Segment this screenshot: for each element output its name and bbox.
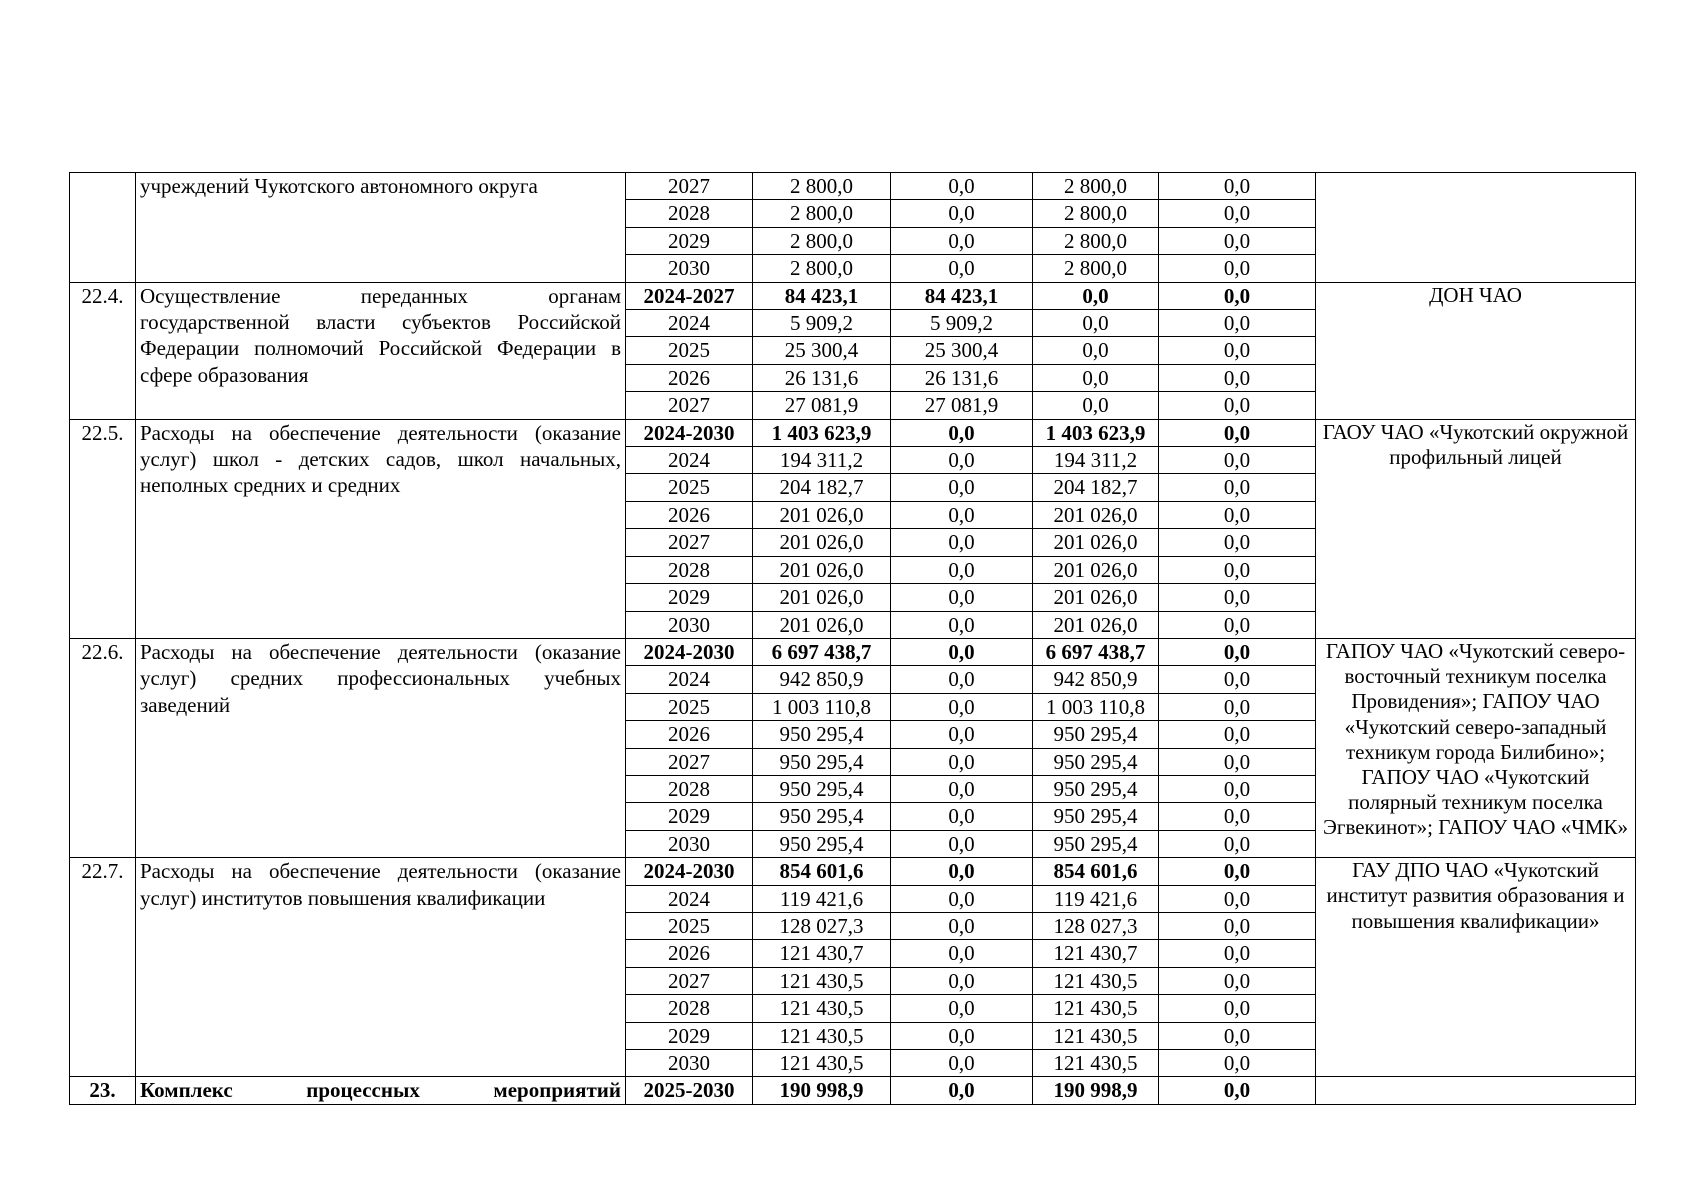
other-cell: 0,0 [1159, 227, 1316, 254]
total-cell: 950 295,4 [753, 748, 891, 775]
regional-cell: 121 430,7 [1033, 940, 1159, 967]
year-cell: 2030 [626, 830, 753, 857]
federal-cell: 0,0 [891, 748, 1033, 775]
total-cell: 121 430,5 [753, 1050, 891, 1077]
regional-cell: 950 295,4 [1033, 775, 1159, 802]
total-cell: 1 403 623,9 [753, 419, 891, 446]
total-cell: 2 800,0 [753, 200, 891, 227]
item-name: Осуществление переданных органам государственной власти субъектов Российской Федерации полномочий Российской Федерации в сфере образования [136, 282, 626, 419]
federal-cell: 0,0 [891, 1022, 1033, 1049]
regional-cell: 950 295,4 [1033, 830, 1159, 857]
regional-cell: 0,0 [1033, 282, 1159, 309]
executor-cell: ДОН ЧАО [1316, 282, 1636, 419]
year-cell: 2026 [626, 364, 753, 391]
total-cell: 194 311,2 [753, 447, 891, 474]
year-cell: 2030 [626, 255, 753, 282]
item-number: 22.7. [70, 858, 136, 1077]
federal-cell: 0,0 [891, 858, 1033, 885]
total-cell: 121 430,5 [753, 1022, 891, 1049]
regional-cell: 201 026,0 [1033, 611, 1159, 638]
other-cell: 0,0 [1159, 967, 1316, 994]
total-cell: 201 026,0 [753, 611, 891, 638]
executor-cell: ГАПОУ ЧАО «Чукотский северо-восточный техникум поселка Провидения»; ГАПОУ ЧАО «Чукотский северо-западный техникум города Билибино»; ГАПОУ ЧАО «Чукотский полярный техникум поселка Эгвекинот»; ГАПОУ ЧАО «ЧМК» [1316, 638, 1636, 857]
total-cell: 26 131,6 [753, 364, 891, 391]
year-cell: 2026 [626, 501, 753, 528]
regional-cell: 0,0 [1033, 310, 1159, 337]
other-cell: 0,0 [1159, 173, 1316, 200]
federal-cell: 0,0 [891, 995, 1033, 1022]
regional-cell: 201 026,0 [1033, 529, 1159, 556]
other-cell: 0,0 [1159, 912, 1316, 939]
table-row [70, 173, 1636, 200]
year-cell: 2027 [626, 392, 753, 419]
table-row [70, 419, 1636, 446]
year-cell: 2024-2030 [626, 858, 753, 885]
table-body [70, 173, 1636, 1105]
other-cell: 0,0 [1159, 447, 1316, 474]
year-cell: 2027 [626, 173, 753, 200]
regional-cell: 0,0 [1033, 337, 1159, 364]
other-cell: 0,0 [1159, 803, 1316, 830]
federal-cell: 0,0 [891, 885, 1033, 912]
total-cell: 201 026,0 [753, 556, 891, 583]
federal-cell: 0,0 [891, 501, 1033, 528]
federal-cell: 0,0 [891, 255, 1033, 282]
other-cell: 0,0 [1159, 638, 1316, 665]
year-cell: 2025 [626, 337, 753, 364]
other-cell: 0,0 [1159, 693, 1316, 720]
regional-cell: 190 998,9 [1033, 1077, 1159, 1104]
item-name: учреждений Чукотского автономного округа [136, 173, 626, 283]
total-cell: 950 295,4 [753, 803, 891, 830]
federal-cell: 84 423,1 [891, 282, 1033, 309]
total-cell: 201 026,0 [753, 501, 891, 528]
total-cell: 942 850,9 [753, 666, 891, 693]
total-cell: 950 295,4 [753, 775, 891, 802]
federal-cell: 0,0 [891, 830, 1033, 857]
year-cell: 2027 [626, 748, 753, 775]
year-cell: 2024 [626, 885, 753, 912]
item-number: 22.4. [70, 282, 136, 419]
total-cell: 27 081,9 [753, 392, 891, 419]
federal-cell: 0,0 [891, 173, 1033, 200]
federal-cell: 0,0 [891, 1077, 1033, 1104]
other-cell: 0,0 [1159, 364, 1316, 391]
item-number: 23. [70, 1077, 136, 1104]
total-cell: 121 430,5 [753, 967, 891, 994]
regional-cell: 121 430,5 [1033, 995, 1159, 1022]
year-cell: 2027 [626, 967, 753, 994]
federal-cell: 27 081,9 [891, 392, 1033, 419]
total-cell: 1 003 110,8 [753, 693, 891, 720]
regional-cell: 2 800,0 [1033, 200, 1159, 227]
other-cell: 0,0 [1159, 529, 1316, 556]
federal-cell: 0,0 [891, 666, 1033, 693]
year-cell: 2026 [626, 721, 753, 748]
federal-cell: 0,0 [891, 474, 1033, 501]
federal-cell: 0,0 [891, 419, 1033, 446]
other-cell: 0,0 [1159, 666, 1316, 693]
federal-cell: 0,0 [891, 967, 1033, 994]
other-cell: 0,0 [1159, 584, 1316, 611]
year-cell: 2029 [626, 1022, 753, 1049]
year-cell: 2025 [626, 474, 753, 501]
other-cell: 0,0 [1159, 611, 1316, 638]
year-cell: 2024-2030 [626, 419, 753, 446]
total-cell: 201 026,0 [753, 529, 891, 556]
year-cell: 2025 [626, 693, 753, 720]
item-number: 22.5. [70, 419, 136, 638]
federal-cell: 25 300,4 [891, 337, 1033, 364]
federal-cell: 0,0 [891, 912, 1033, 939]
other-cell: 0,0 [1159, 501, 1316, 528]
regional-cell: 950 295,4 [1033, 721, 1159, 748]
year-cell: 2029 [626, 803, 753, 830]
item-name: Расходы на обеспечение деятельности (оказание услуг) институтов повышения квалификации [136, 858, 626, 1077]
other-cell: 0,0 [1159, 1077, 1316, 1104]
regional-cell: 854 601,6 [1033, 858, 1159, 885]
item-name: Расходы на обеспечение деятельности (оказание услуг) средних профессиональных учебных заведений [136, 638, 626, 857]
total-cell: 121 430,5 [753, 995, 891, 1022]
other-cell: 0,0 [1159, 885, 1316, 912]
total-cell: 128 027,3 [753, 912, 891, 939]
regional-cell: 201 026,0 [1033, 501, 1159, 528]
regional-cell: 950 295,4 [1033, 748, 1159, 775]
regional-cell: 1 403 623,9 [1033, 419, 1159, 446]
other-cell: 0,0 [1159, 282, 1316, 309]
item-name: Комплекс процессных мероприятий [136, 1077, 626, 1104]
regional-cell: 204 182,7 [1033, 474, 1159, 501]
other-cell: 0,0 [1159, 721, 1316, 748]
regional-cell: 942 850,9 [1033, 666, 1159, 693]
other-cell: 0,0 [1159, 337, 1316, 364]
other-cell: 0,0 [1159, 1022, 1316, 1049]
federal-cell: 26 131,6 [891, 364, 1033, 391]
year-cell: 2028 [626, 556, 753, 583]
total-cell: 6 697 438,7 [753, 638, 891, 665]
federal-cell: 0,0 [891, 556, 1033, 583]
table-row [70, 1077, 1636, 1104]
regional-cell: 201 026,0 [1033, 584, 1159, 611]
year-cell: 2030 [626, 611, 753, 638]
other-cell: 0,0 [1159, 200, 1316, 227]
federal-cell: 0,0 [891, 638, 1033, 665]
other-cell: 0,0 [1159, 858, 1316, 885]
regional-cell: 2 800,0 [1033, 227, 1159, 254]
regional-cell: 121 430,5 [1033, 1050, 1159, 1077]
executor-cell: ГАУ ДПО ЧАО «Чукотский институт развития образования и повышения квалификации» [1316, 858, 1636, 1077]
total-cell: 84 423,1 [753, 282, 891, 309]
regional-cell: 194 311,2 [1033, 447, 1159, 474]
regional-cell: 128 027,3 [1033, 912, 1159, 939]
other-cell: 0,0 [1159, 830, 1316, 857]
year-cell: 2024 [626, 310, 753, 337]
regional-cell: 2 800,0 [1033, 173, 1159, 200]
total-cell: 119 421,6 [753, 885, 891, 912]
document-page [69, 172, 1636, 1105]
program-funding-table [69, 172, 1636, 1105]
other-cell: 0,0 [1159, 474, 1316, 501]
item-number: 22.6. [70, 638, 136, 857]
total-cell: 950 295,4 [753, 830, 891, 857]
year-cell: 2026 [626, 940, 753, 967]
federal-cell: 0,0 [891, 584, 1033, 611]
other-cell: 0,0 [1159, 310, 1316, 337]
other-cell: 0,0 [1159, 940, 1316, 967]
total-cell: 201 026,0 [753, 584, 891, 611]
federal-cell: 0,0 [891, 775, 1033, 802]
year-cell: 2029 [626, 227, 753, 254]
year-cell: 2024 [626, 666, 753, 693]
total-cell: 2 800,0 [753, 227, 891, 254]
table-row [70, 858, 1636, 885]
total-cell: 854 601,6 [753, 858, 891, 885]
regional-cell: 121 430,5 [1033, 1022, 1159, 1049]
federal-cell: 0,0 [891, 200, 1033, 227]
regional-cell: 201 026,0 [1033, 556, 1159, 583]
federal-cell: 0,0 [891, 721, 1033, 748]
total-cell: 204 182,7 [753, 474, 891, 501]
total-cell: 5 909,2 [753, 310, 891, 337]
other-cell: 0,0 [1159, 556, 1316, 583]
executor-cell: ГАОУ ЧАО «Чукотский окружной профильный лицей [1316, 419, 1636, 638]
total-cell: 950 295,4 [753, 721, 891, 748]
year-cell: 2024-2027 [626, 282, 753, 309]
year-cell: 2030 [626, 1050, 753, 1077]
other-cell: 0,0 [1159, 419, 1316, 446]
federal-cell: 0,0 [891, 693, 1033, 720]
regional-cell: 1 003 110,8 [1033, 693, 1159, 720]
year-cell: 2029 [626, 584, 753, 611]
total-cell: 190 998,9 [753, 1077, 891, 1104]
table-row [70, 638, 1636, 665]
total-cell: 2 800,0 [753, 173, 891, 200]
year-cell: 2025-2030 [626, 1077, 753, 1104]
federal-cell: 5 909,2 [891, 310, 1033, 337]
other-cell: 0,0 [1159, 995, 1316, 1022]
regional-cell: 119 421,6 [1033, 885, 1159, 912]
total-cell: 2 800,0 [753, 255, 891, 282]
federal-cell: 0,0 [891, 529, 1033, 556]
year-cell: 2027 [626, 529, 753, 556]
item-number [70, 173, 136, 283]
other-cell: 0,0 [1159, 775, 1316, 802]
other-cell: 0,0 [1159, 392, 1316, 419]
regional-cell: 0,0 [1033, 392, 1159, 419]
year-cell: 2028 [626, 995, 753, 1022]
year-cell: 2024-2030 [626, 638, 753, 665]
year-cell: 2025 [626, 912, 753, 939]
other-cell: 0,0 [1159, 748, 1316, 775]
item-name: Расходы на обеспечение деятельности (оказание услуг) школ - детских садов, школ начальных, неполных средних и средних [136, 419, 626, 638]
other-cell: 0,0 [1159, 255, 1316, 282]
year-cell: 2028 [626, 775, 753, 802]
year-cell: 2024 [626, 447, 753, 474]
regional-cell: 0,0 [1033, 364, 1159, 391]
federal-cell: 0,0 [891, 227, 1033, 254]
year-cell: 2028 [626, 200, 753, 227]
other-cell: 0,0 [1159, 1050, 1316, 1077]
regional-cell: 121 430,5 [1033, 967, 1159, 994]
federal-cell: 0,0 [891, 1050, 1033, 1077]
federal-cell: 0,0 [891, 940, 1033, 967]
federal-cell: 0,0 [891, 447, 1033, 474]
executor-cell [1316, 1077, 1636, 1104]
total-cell: 25 300,4 [753, 337, 891, 364]
total-cell: 121 430,7 [753, 940, 891, 967]
regional-cell: 950 295,4 [1033, 803, 1159, 830]
federal-cell: 0,0 [891, 803, 1033, 830]
regional-cell: 6 697 438,7 [1033, 638, 1159, 665]
federal-cell: 0,0 [891, 611, 1033, 638]
executor-cell [1316, 173, 1636, 283]
table-row [70, 282, 1636, 309]
regional-cell: 2 800,0 [1033, 255, 1159, 282]
